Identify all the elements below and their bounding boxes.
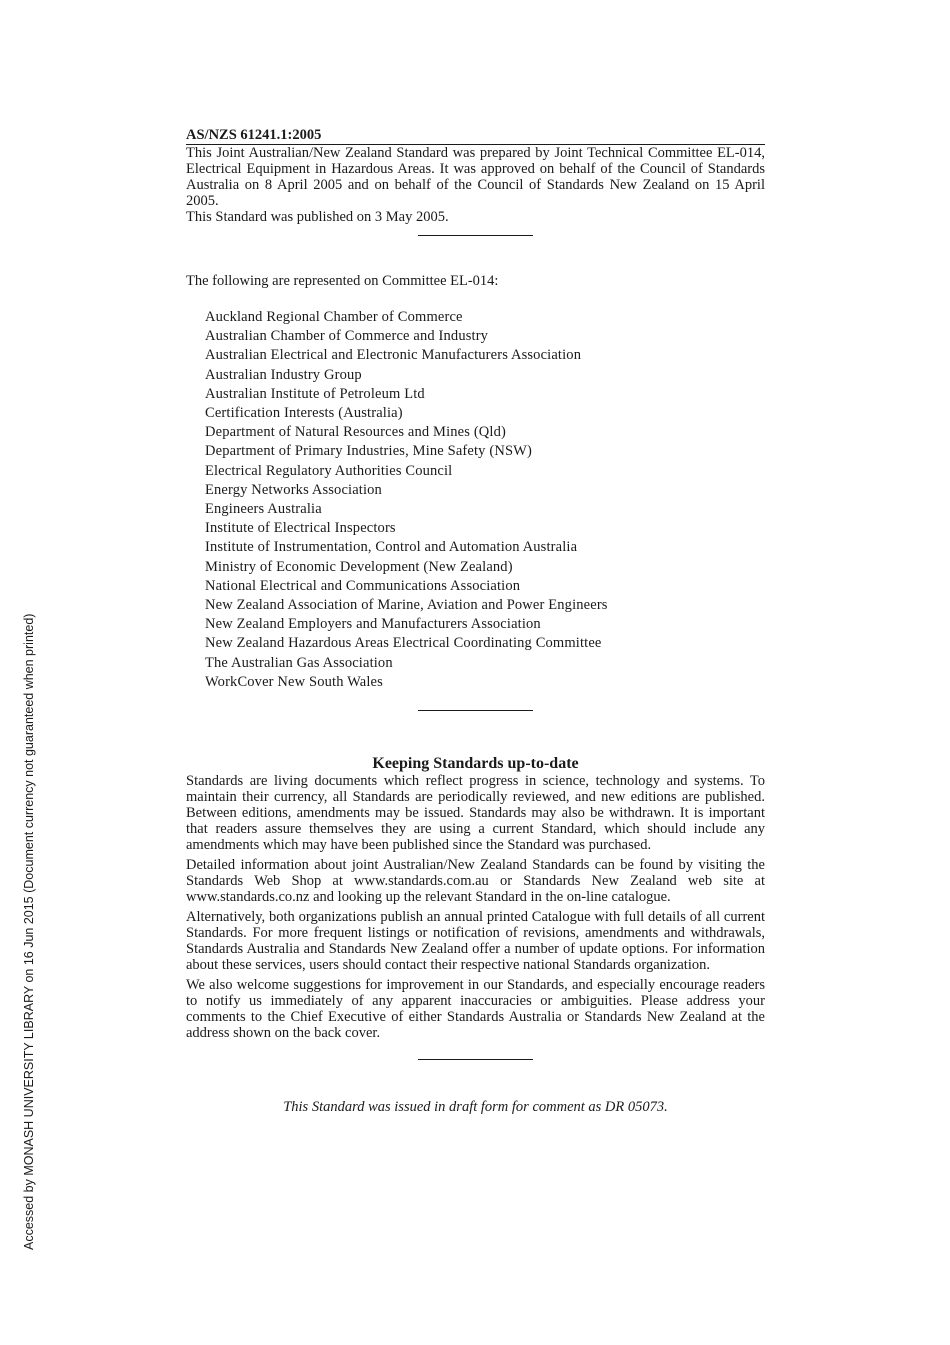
committee-member: Australian Chamber of Commerce and Industry	[205, 328, 489, 345]
draft-note: This Standard was issued in draft form for comment as DR 05073.	[283, 1099, 668, 1116]
section-divider	[418, 1059, 533, 1060]
committee-member: New Zealand Association of Marine, Aviation and Power Engineers	[205, 597, 608, 614]
section-heading: Keeping Standards up-to-date	[372, 755, 579, 773]
committee-member: Engineers Australia	[205, 501, 322, 518]
committee-member: Australian Institute of Petroleum Ltd	[205, 385, 425, 402]
committee-member: Certification Interests (Australia)	[205, 405, 403, 422]
committee-member: National Electrical and Communications Association	[205, 577, 521, 594]
committee-member: New Zealand Hazardous Areas Electrical Coordinating Committee	[205, 635, 602, 652]
committee-member: Australian Industry Group	[205, 366, 362, 383]
committee-intro: The following are represented on Committee EL-014:	[186, 273, 499, 289]
access-watermark: Accessed by MONASH UNIVERSITY LIBRARY on 16 Jun 2015 (Document currency not guaranteed when printed)	[22, 613, 36, 1250]
committee-member: Department of Primary Industries, Mine Safety (NSW)	[205, 443, 532, 460]
preparation-statement: This Joint Australian/New Zealand Standard was prepared by Joint Technical Committee EL-014, Electrical Equipment in Hazardous Areas. It was approved on behalf of the Council of Standards Australia on 8 April 2005 and on behalf of the Council of Standards New Zealand on 15 April 2005.	[186, 145, 765, 209]
committee-member: Australian Electrical and Electronic Manufacturers Association	[205, 347, 582, 364]
committee-member: Institute of Electrical Inspectors	[205, 520, 396, 537]
committee-member: WorkCover New South Wales	[205, 673, 383, 690]
body-paragraph: Detailed information about joint Australian/New Zealand Standards can be found by visiting the Standards Web Shop at www.standards.com.au or Standards New Zealand web site at www.standards.co.nz and looking up the relevant Standard in the on-line catalogue.	[186, 857, 765, 906]
committee-member: Ministry of Economic Development (New Zealand)	[205, 558, 513, 575]
publication-statement: This Standard was published on 3 May 2005.	[186, 209, 449, 225]
committee-member: Electrical Regulatory Authorities Council	[205, 462, 453, 479]
committee-member: Energy Networks Association	[205, 481, 382, 498]
document-page	[186, 127, 765, 1115]
section-divider	[418, 235, 533, 236]
body-paragraph: We also welcome suggestions for improvement in our Standards, and especially encourage readers to notify us immediately of any apparent inaccuracies or ambiguities. Please address your comments to the Chief Executive of either Standards Australia or Standards New Zealand at the address shown on the back cover.	[186, 977, 765, 1042]
committee-member: Institute of Instrumentation, Control and Automation Australia	[205, 539, 578, 556]
body-paragraph: Alternatively, both organizations publish an annual printed Catalogue with full details of all current Standards. For more frequent listings or notification of revisions, amendments and withdrawals, Standards Australia and Standards New Zealand offer a number of update options. For information about these services, users should contact their respective national Standards organization.	[186, 909, 765, 974]
body-paragraph: Standards are living documents which reflect progress in science, technology and systems. To maintain their currency, all Standards are periodically reviewed, and new editions are published. Between editions, amendments may be issued. Standards may also be withdrawn. It is important that readers assure themselves they are using a current Standard, which should include any amendments which may have been published since the Standard was purchased.	[186, 773, 765, 854]
committee-member: Auckland Regional Chamber of Commerce	[205, 309, 463, 325]
committee-member: The Australian Gas Association	[205, 654, 393, 671]
document-id: AS/NZS 61241.1:2005	[186, 127, 765, 145]
committee-member: New Zealand Employers and Manufacturers Association	[205, 616, 541, 633]
committee-member-list	[186, 308, 765, 692]
section-divider	[418, 710, 533, 711]
committee-member: Department of Natural Resources and Mines (Qld)	[205, 424, 506, 441]
